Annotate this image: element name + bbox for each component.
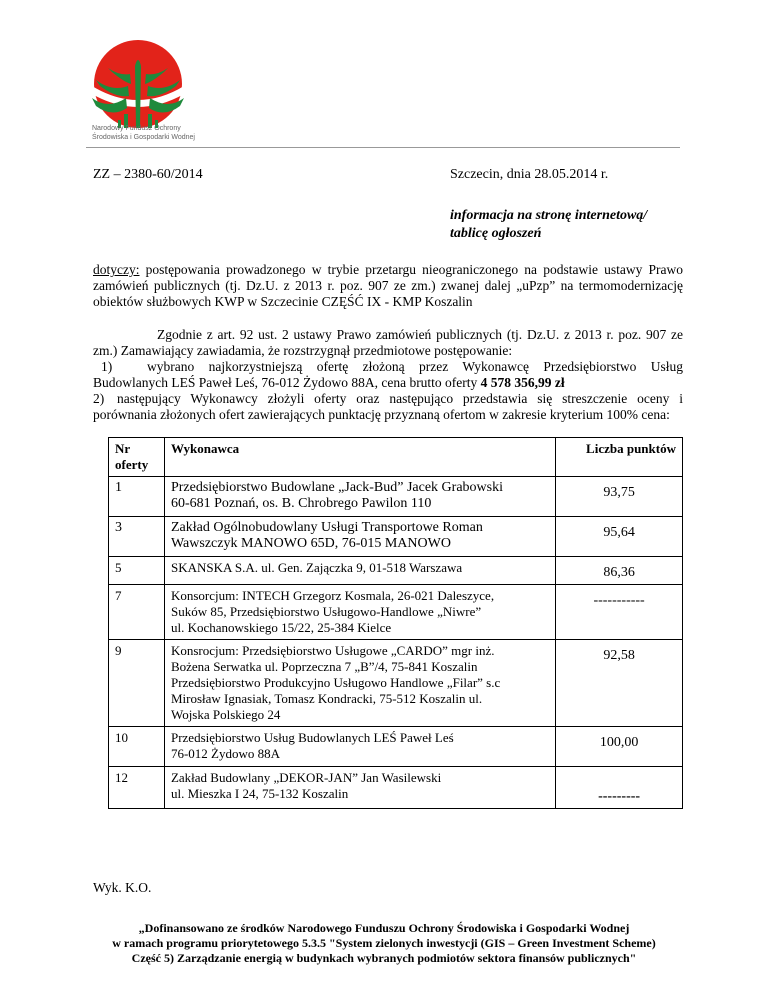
offer-number: 1 <box>109 477 165 517</box>
subject-text: postępowania prowadzonego w trybie przetargu nieograniczonego na podstawie ustawy Prawo zamówień publicznych (tj. Dz.U. z 2013 r. poz. 907 ze zm.) zwanej dalej „uPzp” na termomodernizację obiektów służbowych KWP w Szczecinie CZĘŚĆ IX - KMP Koszalin <box>93 262 684 309</box>
list-item-1-number: 1) <box>101 359 113 374</box>
logo-text-line1: Narodowy Fundusz Ochrony <box>92 125 181 132</box>
header-points: Liczba punktów <box>556 438 683 477</box>
funding-footer <box>0 921 768 966</box>
list-item-2-text: następujący Wykonawcy złożyli oferty oraz następująco przedstawia się streszczenie oceny i porównania złożonych ofert zawierających punktację przyznaną ofertom w zakresie kryterium 100% cena: <box>93 391 683 422</box>
contractor-line: SKANSKA S.A. ul. Gen. Zajączka 9, 01-518 Warszawa <box>170 560 463 575</box>
contractor-cell <box>164 640 555 727</box>
info-heading <box>450 207 647 243</box>
table-row <box>109 477 683 517</box>
contractor-cell <box>164 517 555 557</box>
header-divider <box>86 147 680 148</box>
contractor-line: Przedsiębiorstwo Usług Budowlanych LEŚ Paweł Leś <box>170 730 454 745</box>
table-row <box>109 517 683 557</box>
contractor-line: Mirosław Ignasiak, Tomasz Kondracki, 75-512 Koszalin ul. <box>170 691 483 706</box>
offers-table <box>108 437 683 809</box>
document-date: Szczecin, dnia 28.05.2014 r. <box>450 167 609 182</box>
contractor-line: ul. Kochanowskiego 15/22, 25-384 Kielce <box>170 620 392 635</box>
info-line2: tablicę ogłoszeń <box>450 226 542 241</box>
contractor-line: Konsrocjum: Przedsiębiorstwo Usługowe „CARDO” mgr inż. <box>170 643 495 658</box>
list-item-2 <box>93 391 683 423</box>
points-cell: --------- <box>556 767 683 809</box>
contractor-line: 76-012 Żydowo 88A <box>170 746 281 761</box>
points-cell: 93,75 <box>556 477 683 517</box>
table-row <box>109 767 683 809</box>
contractor-cell <box>164 557 555 585</box>
contractor-line: ul. Mieszka I 24, 75-132 Koszalin <box>170 786 349 801</box>
contractor-line: 60-681 Poznań, os. B. Chrobrego Pawilon 110 <box>170 496 432 511</box>
list-item-2-number: 2) <box>93 391 105 406</box>
winning-price: 4 578 356,99 zł <box>480 375 565 390</box>
points-cell: 86,36 <box>556 557 683 585</box>
points-cell: 92,58 <box>556 640 683 727</box>
points-cell: ----------- <box>556 585 683 640</box>
subject-label: dotyczy: <box>93 262 140 277</box>
contractor-line: Zakład Budowlany „DEKOR-JAN” Jan Wasilewski <box>170 770 442 785</box>
contractor-line: Konsorcjum: INTECH Grzegorz Kosmala, 26-021 Daleszyce, <box>170 588 495 603</box>
logo-text-line2: Środowiska i Gospodarki Wodnej <box>92 134 195 141</box>
table-row <box>109 727 683 767</box>
header-offer-number: Nr oferty <box>109 438 165 477</box>
contractor-line: Bożena Serwatka ul. Poprzeczna 7 „B”/4, 75-841 Koszalin <box>170 659 478 674</box>
contractor-line: Wojska Polskiego 24 <box>170 707 281 722</box>
offer-number: 7 <box>109 585 165 640</box>
contractor-line: Przedsiębiorstwo Budowlane „Jack-Bud” Jacek Grabowski <box>170 480 503 495</box>
offer-number: 10 <box>109 727 165 767</box>
offer-number: 9 <box>109 640 165 727</box>
contractor-line: Wawszczyk MANOWO 65D, 76-015 MANOWO <box>170 536 451 551</box>
footer-line3: Część 5) Zarządzanie energią w budynkach wybranych podmiotów sektora finansów publicznych" <box>131 951 637 965</box>
list-item-1-text: wybrano najkorzystniejszą ofertę złożoną przez Wykonawcę Przedsiębiorstwo Usług Budowlanych LEŚ Paweł Leś, 76-012 Żydowo 88A, cena brutto oferty <box>93 359 683 390</box>
table-header-row <box>109 438 683 477</box>
footer-line2: w ramach programu priorytetowego 5.3.5 "System zielonych inwestycji (GIS – Green Investment Scheme) <box>112 936 656 950</box>
contractor-cell <box>164 767 555 809</box>
contractor-line: Zakład Ogólnobudowlany Usługi Transportowe Roman <box>170 520 483 535</box>
table-row <box>109 585 683 640</box>
offer-number: 12 <box>109 767 165 809</box>
contractor-cell <box>164 727 555 767</box>
table-row <box>109 640 683 727</box>
contractor-line: Przedsiębiorstwo Produkcyjno Usługowo Handlowe „Filar” s.c <box>170 675 501 690</box>
points-cell: 95,64 <box>556 517 683 557</box>
contractor-cell <box>164 477 555 517</box>
points-cell: 100,00 <box>556 727 683 767</box>
offer-number: 3 <box>109 517 165 557</box>
list-item-1 <box>93 359 683 391</box>
table-row <box>109 557 683 585</box>
intro-paragraph: Zgodnie z art. 92 ust. 2 ustawy Prawo zamówień publicznych (tj. Dz.U. z 2013 r. poz. 907 ze zm.) Zamawiający zawiadamia, że rozstrzygnął przedmiotowe postępowanie: <box>93 327 683 358</box>
contractor-cell <box>164 585 555 640</box>
document-reference: ZZ – 2380-60/2014 <box>93 167 203 182</box>
info-line1: informacja na stronę internetową/ <box>450 208 648 223</box>
prepared-by: Wyk. K.O. <box>93 880 152 895</box>
header-contractor: Wykonawca <box>164 438 555 477</box>
footer-line1: „Dofinansowano ze środków Narodowego Funduszu Ochrony Środowiska i Gospodarki Wodnej <box>138 921 630 935</box>
contractor-line: Suków 85, Przedsiębiorstwo Usługowo-Handlowe „Niwre” <box>170 604 482 619</box>
subject-block <box>93 262 683 310</box>
offer-number: 5 <box>109 557 165 585</box>
